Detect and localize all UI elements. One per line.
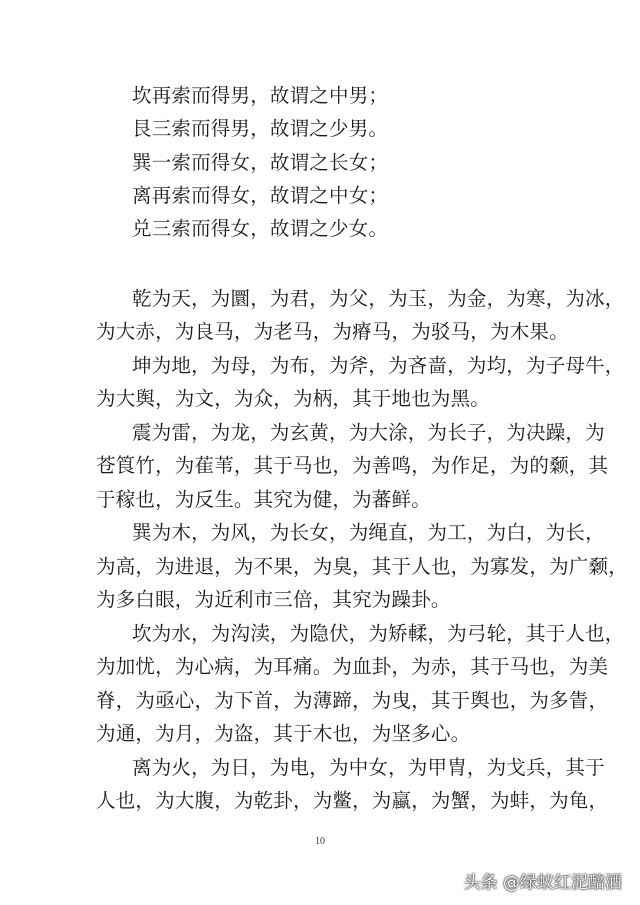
text-line: 乾为天，为圜，为君，为父，为玉，为金，为寒，为冰，: [132, 287, 625, 310]
text-line: 坤为地，为母，为布，为斧，为吝啬，为均，为子母牛，: [132, 354, 625, 377]
text-line: 为大舆，为文，为众，为柄，其于地也为黑。: [96, 387, 491, 410]
text-line: 巽一索而得女，故谓之长女；: [132, 151, 389, 174]
text-line: 为通，为月，为盗，其于木也，为坚多心。: [96, 722, 471, 745]
text-line: 脊，为亟心，为下首，为薄蹄，为曳，其于舆也，为多眚，: [96, 689, 609, 712]
text-line: 震为雷，为龙，为玄黄，为大涂，为长子，为决躁，为: [132, 421, 605, 444]
text-line: 巽为木，为风，为长女，为绳直，为工，为白，为长，: [132, 521, 605, 544]
text-line: 坎再索而得男，故谓之中男；: [132, 84, 389, 107]
text-line: 人也，为大腹，为乾卦，为鳖，为蠃，为蟹，为蚌，为龟，: [96, 789, 609, 812]
text-line: 为多白眼，为近利市三倍，其究为躁卦。: [96, 588, 451, 611]
text-line: 坎为水，为沟渎，为隐伏，为矫輮，为弓轮，其于人也，: [132, 622, 625, 645]
text-line: 兑三索而得女，故谓之少女。: [132, 217, 389, 240]
text-line: 为加忧，为心病，为耳痛。为血卦，为赤，其于马也，为美: [96, 655, 609, 678]
watermark: 头条 @绿蚁红泥醅酒: [463, 873, 622, 893]
text-line: 离为火，为日，为电，为中女，为甲胄，为戈兵，其于: [132, 756, 605, 779]
text-line: 为大赤，为良马，为老马，为瘠马，为驳马，为木果。: [96, 320, 569, 343]
text-line: 于稼也，为反生。其究为健，为蕃鲜。: [96, 488, 431, 511]
text-line: 苍筤竹，为萑苇，其于马也，为善鸣，为作足，为的颡，其: [96, 454, 609, 477]
page-number: 10: [315, 836, 325, 847]
text-line: 为高，为进退，为不果，为臭，其于人也，为寡发，为广颡，: [96, 555, 628, 578]
text-line: 艮三索而得男，故谓之少男。: [132, 117, 389, 140]
text-line: 离再索而得女，故谓之中女；: [132, 184, 389, 207]
